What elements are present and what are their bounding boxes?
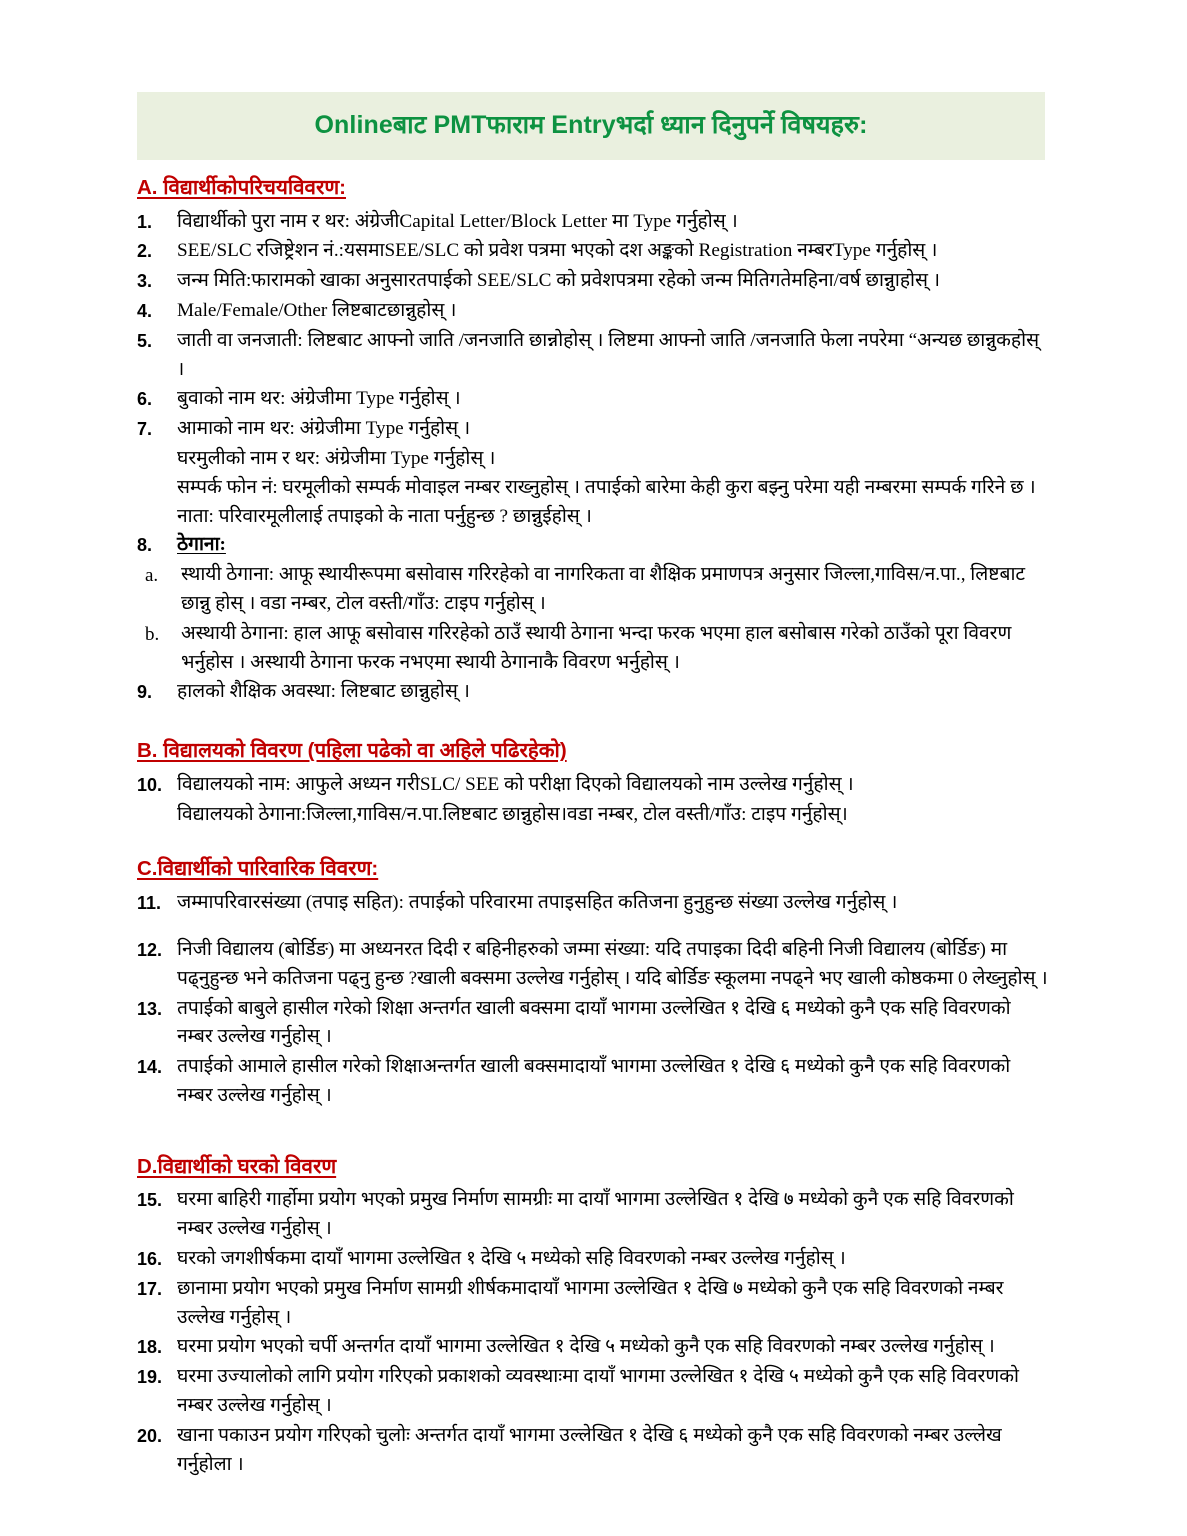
list-item-text: घरमा बाहिरी गार्हाेमा प्रयोग भएको प्रमुख निर्माण सामग्रीः मा दायाँ भागमा उल्लेखित १ देखि ७ मध्येको कुनै एक सहि विवरणको नम्बर उल्लेख गर्नुहोस् ।: [177, 1189, 1014, 1240]
list-marker: 19.: [137, 1367, 163, 1388]
section-heading-b: B. विद्यालयको विवरण (पहिला पढेको वा अहिले पढिरहेको): [137, 739, 567, 763]
list-marker: 9.: [137, 682, 153, 703]
list-item-text: हालको शैक्षिक अवस्था: लिष्टबाट छान्नुहोस् ।: [177, 681, 470, 703]
list-marker: 15.: [137, 1190, 163, 1211]
list-item: [137, 297, 1049, 326]
list-item: [137, 1422, 1049, 1480]
item7-continuation-householder-name: घरमुलीको नाम र थर: अंग्रेजीमा Type गर्नुहोस् ।: [177, 448, 496, 470]
item10-continuation-school-address: विद्यालयको ठेगाना:जिल्ला,गाविस/न.पा.लिष्टबाट छान्नुहोस।वडा नम्बर, टोल वस्ती/गाँउ: टाइप गर्नुहोस्।: [177, 803, 848, 825]
list-marker: 11.: [137, 893, 162, 914]
sub-list-marker: b.: [145, 623, 160, 645]
list-item-text: निजी विद्यालय (बोर्डिङ) मा अध्यनरत दिदी र बहिनीहरुको जम्मा संख्या: यदि तपाइका दिदी बहिनी निजी विद्यालय (बोर्डिङ) मा पढ्नुहुन्छ भने कतिजना पढ्नु हुन्छ ?खाली बक्समा उल्लेख गर्नुहोस् । यदि बोर्डिङ स्कूलमा नपढ्ने भए खाली कोष्ठकमा 0 लेख्नुहोस् ।: [177, 938, 1048, 989]
list-item: [137, 267, 1049, 296]
item7-continuation-relation: नाता: परिवारमूलीलाई तपाइको के नाता पर्नुहुन्छ ? छान्नुईहोस् ।: [177, 505, 592, 527]
page-title: Onlineबाट PMTफाराम Entryभर्दा ध्यान दिनुपर्ने विषयहरु:: [314, 111, 868, 140]
list-marker: 6.: [137, 389, 153, 410]
list-item: [137, 1245, 1049, 1274]
sub-list-item: [137, 620, 1049, 678]
section-heading-a: A. विद्यार्थीकोपरिचयविवरण:: [137, 176, 346, 199]
list-marker: 17.: [137, 1278, 163, 1299]
sub-list-marker: a.: [145, 565, 159, 587]
list-item: [137, 1275, 1049, 1333]
list-item-text: घरमा उज्यालोको लागि प्रयोग गरिएको प्रकाशको व्यवस्थाःमा दायाँ भागमा उल्लेखित १ देखि ५ मध्येको कुनै एक सहि विवरणको नम्बर उल्लेख गर्नुहोस् ।: [177, 1366, 1019, 1416]
list-item: [137, 995, 1049, 1053]
sub-list-item: [137, 561, 1049, 619]
list-item-text: छानामा प्रयोग भएको प्रमुख निर्माण सामग्री शीर्षकमादायाँ भागमा उल्लेखित १ देखि ७ मध्येको कुनै एक सहि विवरणको नम्बर उल्लेख गर्नुहोस् ।: [177, 1277, 1004, 1328]
list-marker: 13.: [137, 998, 163, 1019]
sub-list-item-text: अस्थायी ठेगाना: हाल आफू बसोवास गरिरहेको ठाउँ स्थायी ठेगाना भन्दा फरक भएमा हाल बसोबास गरेको ठाउँको पूरा विवरण भर्नुहोस । अस्थायी ठेगाना फरक नभएमा स्थायी ठेगानाकै विवरण भर्नुहोस् ।: [181, 622, 1012, 673]
list-marker: 16.: [137, 1249, 163, 1269]
list-item: [137, 327, 1049, 385]
list-marker: 14.: [137, 1057, 163, 1078]
list-marker: 5.: [137, 330, 153, 351]
list-marker: 7.: [137, 419, 153, 440]
list-marker: 18.: [137, 1337, 163, 1358]
list-item: [137, 415, 1049, 444]
list-item: [137, 385, 1049, 414]
list-item-text: तपाईको आमाले हासील गरेको शिक्षाअन्तर्गत खाली बक्समादायाँ भागमा उल्लेखित १ देखि ६ मध्येको कुनै एक सहि विवरणको नम्बर उल्लेख गर्नुहोस् ।: [177, 1056, 1011, 1106]
section-c-list: [137, 889, 1049, 1111]
list-item: [137, 1186, 1049, 1244]
list-item-text: खाना पकाउन प्रयोग गरिएको चुलोः अन्तर्गत दायाँ भागमा उल्लेखित १ देखि ६ मध्येको कुनै एक सहि विवरणको नम्बर उल्लेख गर्नुहोला ।: [177, 1424, 1002, 1475]
list-marker: 3.: [137, 271, 153, 292]
list-item-text: घरको जगशीर्षकमा दायाँ भागमा उल्लेखित १ देखि ५ मध्येको सहि विवरणको नम्बर उल्लेख गर्नुहोस् ।: [177, 1248, 846, 1269]
list-item: [137, 1053, 1049, 1111]
list-item: [137, 1363, 1049, 1421]
list-item-text: बुवाको नाम थर: अंग्रेजीमा Type गर्नुहोस् ।: [177, 388, 461, 410]
list-item-text: तपाईको बाबुले हासील गरेको शिक्षा अन्तर्गत खाली बक्समा दायाँ भागमा उल्लेखित १ देखि ६ मध्येको कुनै एक सहि विवरणको नम्बर उल्लेख गर्नुहोस् ।: [177, 997, 1011, 1048]
section-a-address-list: [137, 531, 1049, 707]
list-item: [137, 531, 1049, 560]
section-heading-c: C.विद्यार्थीको पारिवारिक विवरण:: [137, 857, 379, 881]
list-item-text: Male/Female/Other लिष्टबाटछान्नुहोस् ।: [177, 300, 457, 322]
list-item-text: ठेगाना:: [177, 534, 226, 556]
list-item: [137, 678, 1049, 707]
list-item-text: जन्म मिति:फारामको खाका अनुसारतपाईको SEE/SLC को प्रवेशपत्रमा रहेको जन्म मितिगतेमहिना/वर्ष छान्नुाहोस् ।: [177, 270, 941, 292]
list-marker: 2.: [137, 241, 153, 262]
list-item: [137, 889, 1049, 918]
item7-continuation-contact-phone: सम्पर्क फोन नं: घरमूलीको सम्पर्क मोवाइल नम्बर राख्नुहोस् । तपाईको बारेमा केही कुरा बझ्नु परेमा यही नम्बरमा सम्पर्क गरिने छ ।: [177, 476, 1036, 498]
list-item-text: विद्यार्थीको पुरा नाम र थर: अंग्रेजीCapital Letter/Block Letter मा Type गर्नुहोस् ।: [177, 210, 738, 232]
list-item-text: जम्मापरिवारसंख्या (तपाइ सहित): तपाईको परिवारमा तपाइसहित कतिजना हुनुहुन्छ संख्या उल्लेख गर्नुहोस् ।: [177, 892, 898, 914]
list-marker: 4.: [137, 301, 153, 322]
list-marker: 1.: [137, 211, 153, 232]
list-marker: 12.: [137, 939, 163, 960]
section-heading-d: D.विद्यार्थीको घरको विवरण: [137, 1154, 337, 1178]
list-item: [137, 208, 1049, 237]
list-item-text: आमाको नाम थर: अंग्रेजीमा Type गर्नुहोस् ।: [177, 418, 471, 440]
list-item: [137, 771, 1049, 800]
list-item-text: SEE/SLC रजिष्ट्रेशन नं.:यसमाSEE/SLC को प्रवेश पत्रमा भएको दश अङ्कको Registration नम्बरType गर्नुहोस् ।: [177, 240, 938, 262]
document-content: [137, 92, 1049, 1480]
list-marker: 8.: [137, 535, 153, 556]
list-marker: 10.: [137, 774, 163, 795]
section-a-list: [137, 208, 1049, 444]
list-item: [137, 936, 1049, 994]
section-b-list: [137, 771, 1049, 800]
list-item: [137, 1333, 1049, 1362]
list-item: [137, 237, 1049, 266]
section-d-list: [137, 1186, 1049, 1479]
list-item-text: जाती वा जनजाती: लिष्टबाट आफ्नो जाति /जनजाति छान्नोहोस् । लिष्टमा आफ्नो जाति /जनजाति फेला नपरेमा “अन्यछ छान्नुकहोस् ।: [177, 329, 1040, 380]
list-item-text: घरमा प्रयोग भएको चर्पी अन्तर्गत दायाँ भागमा उल्लेखित १ देखि ५ मध्येको कुनै एक सहि विवरणको नम्बर उल्लेख गर्नुहोस् ।: [177, 1336, 995, 1358]
list-marker: 20.: [137, 1425, 163, 1446]
sub-list-item-text: स्थायी ठेगाना: आफू स्थायीरूपमा बसोवास गरिरहेको वा नागरिकता वा शैक्षिक प्रमाणपत्र अनुसार जिल्ला,गाविस/न.पा., लिष्टबाट छान्नु होस् । वडा नम्बर, टोल वस्ती/गाँउ: टाइप गर्नुहोस् ।: [181, 564, 1026, 615]
list-item-text: विद्यालयको नाम: आफुले अध्यन गरीSLC/ SEE को परीक्षा दिएको विद्यालयको नाम उल्लेख गर्नुहोस् ।: [177, 773, 854, 795]
title-banner: [137, 92, 1045, 160]
